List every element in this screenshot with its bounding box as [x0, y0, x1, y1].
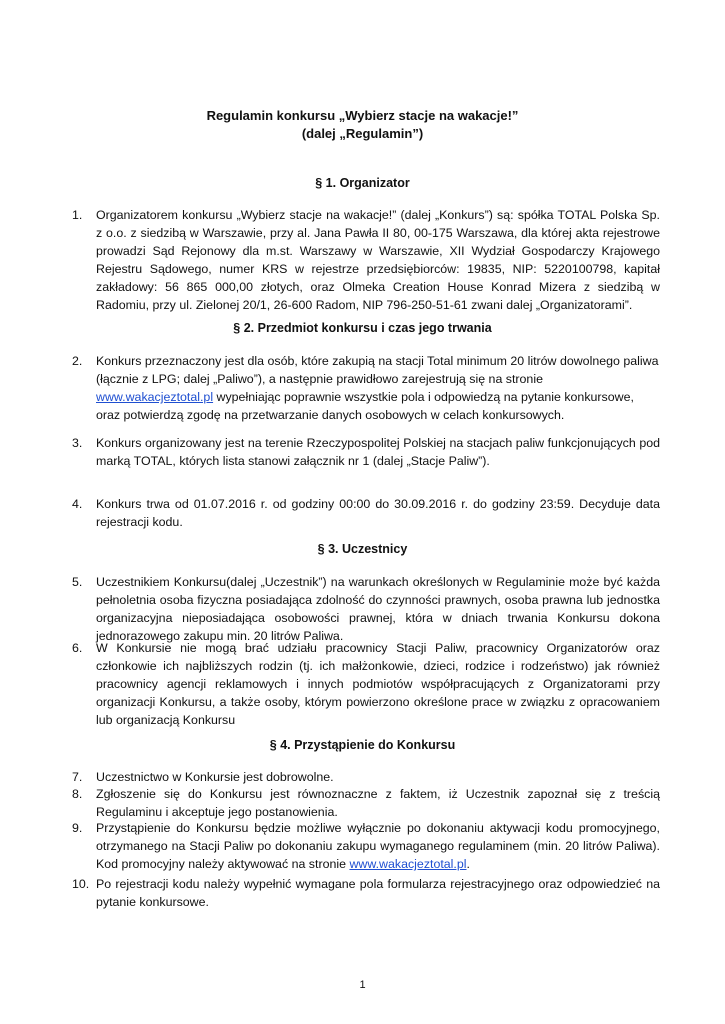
item-text: Konkurs trwa od 01.07.2016 r. od godziny 00:00 do 30.09.2016 r. do godziny 23:59. Decyduje data rejestracji kodu. [96, 497, 660, 529]
document-title: Regulamin konkursu „Wybierz stacje na wakacje!” [206, 108, 519, 123]
item-number: 8. [72, 787, 83, 801]
item-number: 7. [72, 770, 83, 784]
item-text-part: . [466, 857, 470, 871]
list-item-3 [72, 434, 660, 470]
item-text [96, 819, 660, 873]
list-item-1 [72, 206, 660, 314]
item-text: W Konkursie nie mogą brać udziału pracownicy Stacji Paliw, pracownicy Organizatorów oraz członkowie ich najbliższych rodzin (tj. ich małżonkowie, dzieci, rodzice i rodzeństwo) jak również pracownicy agencji reklamowych i innych podmiotów współpracujących z Organizatorami przy organizacji Konkursu, a także osoby, którym powierzono określone prace w związku z opracowaniem lub organizacją Konkursu [96, 641, 660, 727]
section-heading-4: § 4. Przystąpienie do Konkursu [269, 738, 456, 752]
item-text: Zgłoszenie się do Konkursu jest równoznaczne z faktem, iż Uczestnik zapoznał się z treścią Regulaminu i akceptuje jego postanowienia. [96, 787, 660, 819]
list-item-10 [72, 875, 660, 911]
item-text-part: Konkurs przeznaczony jest dla osób, które zakupią na stacji Total minimum 20 litrów dowolnego paliwa (łącznie z LPG; dalej „Paliwo”), a następnie prawidłowo zarejestrują się na stronie [96, 354, 659, 386]
list-item-5 [72, 573, 660, 645]
list-item-2 [72, 352, 660, 424]
item-text: Uczestnikiem Konkursu(dalej „Uczestnik”) na warunkach określonych w Regulaminie może być każda pełnoletnia osoba fizyczna posiadająca zdolność do czynności prawnych, osoba prawna lub jednostka organizacyjna nieposiadająca osobowości prawnej, która w dniach trwania Konkursu dokona jednorazowego zakupu min. 20 litrów Paliwa. [96, 575, 660, 643]
item-number: 10. [72, 877, 90, 891]
item-number: 2. [72, 354, 83, 368]
item-text-part: wypełniając poprawnie wszystkie pola i odpowiedzą na pytanie konkursowe, oraz potwierdzą zgodę na przetwarzanie danych osobowych w celach konkursowych. [96, 390, 634, 422]
item-number: 9. [72, 821, 83, 835]
list-item-9 [72, 819, 660, 873]
item-text-part: Przystąpienie do Konkursu będzie możliwe wyłącznie po dokonaniu aktywacji kodu promocyjnego, otrzymanego na Stacji Paliw po dokonaniu zakupu wymaganego regulaminem (min. 20 litrów Paliwa). Kod promocyjny należy aktywować na stronie [96, 821, 660, 871]
page-number: 1 [359, 979, 366, 991]
list-item-8 [72, 785, 660, 821]
section-heading-2: § 2. Przedmiot konkursu i czas jego trwania [233, 321, 492, 335]
item-number: 6. [72, 641, 83, 655]
item-number: 3. [72, 436, 83, 450]
list-item-4 [72, 495, 660, 531]
item-number: 4. [72, 497, 83, 511]
item-text: Organizatorem konkursu „Wybierz stacje na wakacje!” (dalej „Konkurs”) są: spółka TOTAL Polska Sp. z o.o. z siedzibą w Warszawie, przy al. Jana Pawła II 80, 00-175 Warszawa, dla której akta rejestrowe prowadzi Sąd Rejonowy dla m.st. Warszawy w Warszawie, XII Wydział Gospodarczy Krajowego Rejestru Sądowego, numer KRS w rejestrze przedsiębiorców: 19835, NIP: 5220100798, kapitał zakładowy: 56 865 000,00 złotych, oraz Olmeka Creation House Konrad Mizera z siedzibą w Radomiu, przy ul. Zielonej 20/1, 26-600 Radom, NIP 796-250-51-61 zwani dalej „Organizatorami”. [96, 208, 660, 312]
item-text: Uczestnictwo w Konkursie jest dobrowolne. [96, 770, 334, 784]
item-text: Po rejestracji kodu należy wypełnić wymagane pola formularza rejestracyjnego oraz odpowiedzieć na pytanie konkursowe. [96, 877, 660, 909]
item-text [96, 352, 660, 424]
item-number: 5. [72, 575, 83, 589]
document-subtitle: (dalej „Regulamin”) [301, 126, 424, 141]
list-item-7 [72, 768, 660, 786]
section-heading-1: § 1. Organizator [315, 176, 410, 190]
item-text: Konkurs organizowany jest na terenie Rzeczypospolitej Polskiej na stacjach paliw funkcjonujących pod marką TOTAL, których lista stanowi załącznik nr 1 (dalej „Stacje Paliw”). [96, 436, 660, 468]
website-link[interactable]: www.wakacjeztotal.pl [349, 857, 467, 871]
item-number: 1. [72, 208, 83, 222]
website-link[interactable]: www.wakacjeztotal.pl [96, 390, 214, 404]
section-heading-3: § 3. Uczestnicy [317, 542, 408, 556]
list-item-6 [72, 639, 660, 729]
